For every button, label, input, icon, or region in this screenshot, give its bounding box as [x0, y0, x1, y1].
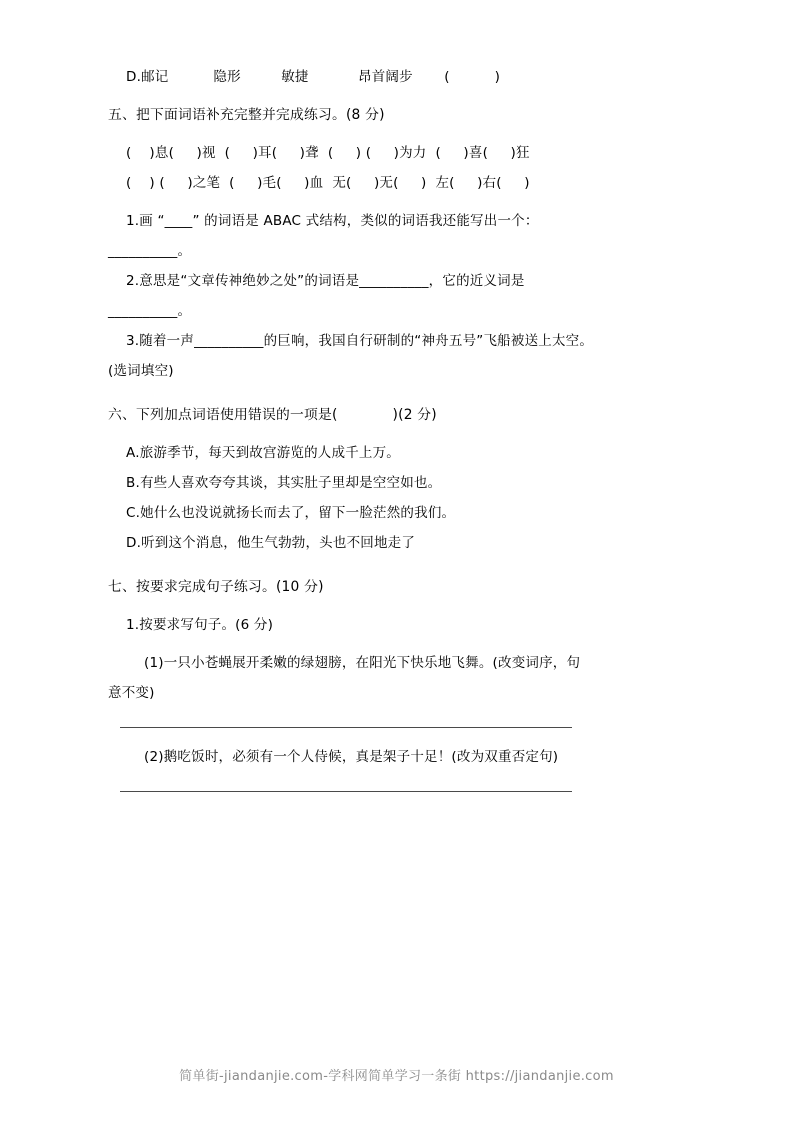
option-6-a: A.旅游季节，每天到故宫游览的人成千上万。 — [126, 445, 400, 461]
answer-blank-5-1: __________。 — [108, 243, 192, 259]
footer-watermark: 简单街-jiandanjie.com-学科网简单学习一条街 https://jiandanjie.com — [179, 1069, 614, 1084]
option-6-d: D.听到这个消息，他生气勃勃，头也不回地走了 — [126, 535, 416, 551]
option-6-b: B.有些人喜欢夸夸其谈，其实肚子里却是空空如也。 — [126, 475, 442, 491]
word-blank-row-1: ( )息( )视 ( )耳( )聋 ( ) ( )为力 ( )喜( )狂 — [126, 145, 530, 161]
spacer — [108, 772, 688, 786]
spacer — [108, 558, 688, 572]
spacer — [108, 430, 688, 438]
question-5-1: 1.画 “____” 的词语是 ABAC 式结构，类似的词语我还能写出一个： — [126, 213, 539, 229]
word-blank-row-2: ( ) ( )之笔 ( )毛( )血 无( )无( ) 左( )右( ) — [126, 175, 530, 191]
spacer — [108, 602, 688, 610]
section-heading-six: 六、下列加点词语使用错误的一项是( )(2 分) — [108, 407, 437, 423]
spacer — [108, 130, 688, 138]
write-answer-line-2[interactable] — [120, 790, 572, 792]
option-6-c: C.她什么也没说就扬长而去了，留下一脸茫然的我们。 — [126, 505, 456, 521]
subheading-7-1: 1.按要求写句子。(6 分) — [126, 617, 274, 633]
question-7-1-1: (1)一只小苍蝇展开柔嫩的绿翅膀，在阳光下快乐地飞舞。(改变词序，句 — [144, 655, 581, 671]
worksheet-content — [108, 62, 688, 792]
question-7-1-1-cont: 意不变) — [108, 685, 155, 701]
spacer — [108, 708, 688, 722]
question-7-1-2: (2)鹅吃饭时，必须有一个人侍候，真是架子十足！(改为双重否定句) — [144, 749, 559, 765]
section-heading-five: 五、把下面词语补充完整并完成练习。(8 分) — [108, 107, 385, 123]
section-heading-seven: 七、按要求完成句子练习。(10 分) — [108, 579, 324, 595]
spacer — [108, 198, 688, 206]
option-line-d: D.邮记 隐形 敏捷 昂首阔步 ( ) — [126, 69, 501, 85]
spacer — [108, 92, 688, 100]
spacer — [108, 386, 688, 400]
spacer — [108, 640, 688, 648]
note-select-word: (选词填空) — [108, 363, 174, 379]
spacer — [108, 728, 688, 742]
question-5-3: 3.随着一声__________的巨响，我国自行研制的“神舟五号”飞船被送上太空。 — [126, 333, 594, 349]
answer-blank-5-2: __________。 — [108, 303, 192, 319]
question-5-2: 2.意思是“文章传神绝妙之处”的词语是__________，它的近义词是 — [126, 273, 525, 289]
